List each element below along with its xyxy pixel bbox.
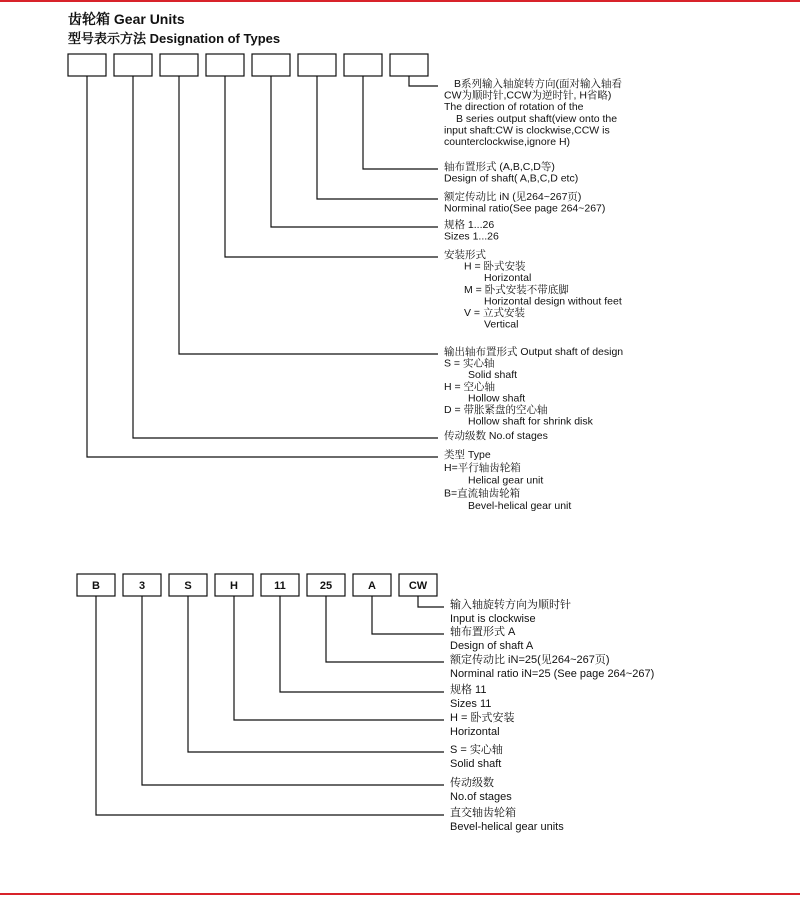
example-code-4: H (230, 580, 238, 592)
scheme-item-6-line: H = 空心轴 (444, 380, 496, 393)
example-leader-line-5 (234, 596, 444, 720)
designation-box-8 (390, 54, 428, 76)
example-item-5-line: Horizontal (450, 726, 500, 738)
scheme-item-1-line: CW为顺时针,CCW为逆时针, H省略) (444, 89, 612, 102)
scheme-item-8-line: B=直流轴齿轮箱 (444, 487, 521, 500)
example-item-2-line: 轴布置形式 A (450, 626, 516, 638)
scheme-item-5-line: 安装形式 (444, 249, 486, 261)
example-item-2-line: Design of shaft A (450, 640, 534, 652)
designation-box-6 (298, 54, 336, 76)
scheme-item-1-line: B series output shaft(view onto the (456, 112, 618, 125)
scheme-item-3-line: Norminal ratio(See page 264~267) (444, 202, 606, 215)
scheme-item-6-line: Hollow shaft (468, 392, 526, 405)
leader-line-6 (179, 76, 438, 354)
scheme-item-5-line: Horizontal design without feet (484, 295, 622, 308)
example-item-5-line: H = 卧式安装 (450, 712, 515, 724)
example-item-1-line: Input is clockwise (450, 613, 536, 625)
example-item-4-line: 规格 11 (450, 684, 487, 696)
scheme-item-6-line: 输出轴布置形式 Output shaft of design (444, 346, 624, 358)
scheme-item-5-line: V = 立式安装 (464, 307, 525, 319)
scheme-item-2-line: 轴布置形式 (A,B,C,D等) (444, 161, 555, 173)
scheme-item-8-line: 类型 Type (444, 449, 491, 461)
scheme-item-8-line: H=平行轴齿轮箱 (444, 461, 521, 474)
leader-line-2 (363, 76, 438, 169)
example-item-4-line: Sizes 11 (450, 698, 492, 710)
example-item-6-line: S = 实心轴 (450, 744, 503, 756)
example-code-7: A (368, 580, 376, 592)
designation-box-5 (252, 54, 290, 76)
scheme-item-5-line: M = 卧式安装不带底脚 (464, 283, 569, 296)
scheme-item-1-line: B系列输入轴旋转方向(面对输入轴看 (454, 78, 622, 90)
designation-box-1 (68, 54, 106, 76)
example-code-5: 11 (274, 580, 286, 592)
leader-line-4 (271, 76, 438, 227)
scheme-item-1-line: counterclockwise,ignore H) (444, 136, 571, 148)
leader-line-5 (225, 76, 438, 257)
designation-box-4 (206, 54, 244, 76)
scheme-item-1-line: The direction of rotation of the (444, 101, 584, 114)
example-leader-line-1 (418, 596, 444, 607)
example-leader-line-4 (280, 596, 444, 692)
example-leader-line-8 (96, 596, 444, 815)
scheme-item-8-line: Helical gear unit (468, 474, 544, 487)
example-item-1-line: 输入轴旋转方向为顺时针 (450, 599, 571, 611)
example-code-2: 3 (138, 580, 146, 592)
scheme-item-6-line: Solid shaft (468, 369, 518, 382)
example-item-8-line: 直交轴齿轮箱 (450, 807, 516, 819)
page-title: 齿轮箱 Gear Units (68, 11, 185, 27)
example-leader-line-7 (142, 596, 444, 785)
example-code-8: CW (408, 580, 428, 592)
scheme-item-2-line: Design of shaft( A,B,C,D etc) (444, 172, 579, 185)
scheme-item-7-line: 传动级数 No.of stages (444, 430, 548, 442)
scheme-item-3-line: 额定传动比 iN (见264~267页) (444, 191, 582, 203)
example-item-3-line: Norminal ratio iN=25 (See page 264~267) (450, 668, 655, 680)
leader-line-8 (87, 76, 438, 457)
scheme-item-5-line: Horizontal (484, 272, 532, 285)
scheme-item-4-line: 规格 1...26 (444, 219, 495, 231)
example-leader-line-3 (326, 596, 444, 662)
designation-box-7 (344, 54, 382, 76)
example-item-6-line: Solid shaft (450, 758, 502, 770)
scheme-item-8-line: Bevel-helical gear unit (468, 500, 572, 513)
example-code-6: 25 (319, 580, 333, 592)
example-leader-line-6 (188, 596, 444, 752)
example-item-8-line: Bevel-helical gear units (450, 821, 564, 833)
example-item-7-line: 传动级数 (450, 777, 494, 789)
leader-line-1 (409, 76, 438, 86)
example-item-3-line: 额定传动比 iN=25(见264~267页) (450, 654, 610, 666)
example-item-7-line: No.of stages (450, 791, 512, 803)
scheme-item-5-line: H = 卧式安装 (464, 260, 526, 273)
designation-box-2 (114, 54, 152, 76)
designation-box-3 (160, 54, 198, 76)
scheme-item-4-line: Sizes 1...26 (444, 230, 499, 243)
leader-line-3 (317, 76, 438, 199)
page-subtitle: 型号表示方法 Designation of Types (68, 31, 281, 46)
scheme-item-6-line: S = 实心轴 (444, 357, 495, 370)
scheme-item-1-line: input shaft:CW is clockwise,CCW is (444, 124, 610, 137)
example-leader-line-2 (372, 596, 444, 634)
scheme-item-6-line: D = 带胀紧盘的空心轴 (444, 404, 548, 416)
example-code-3: S (184, 580, 192, 592)
scheme-item-6-line: Hollow shaft for shrink disk (468, 415, 593, 428)
example-code-1: B (92, 580, 100, 592)
scheme-item-5-line: Vertical (484, 318, 519, 331)
